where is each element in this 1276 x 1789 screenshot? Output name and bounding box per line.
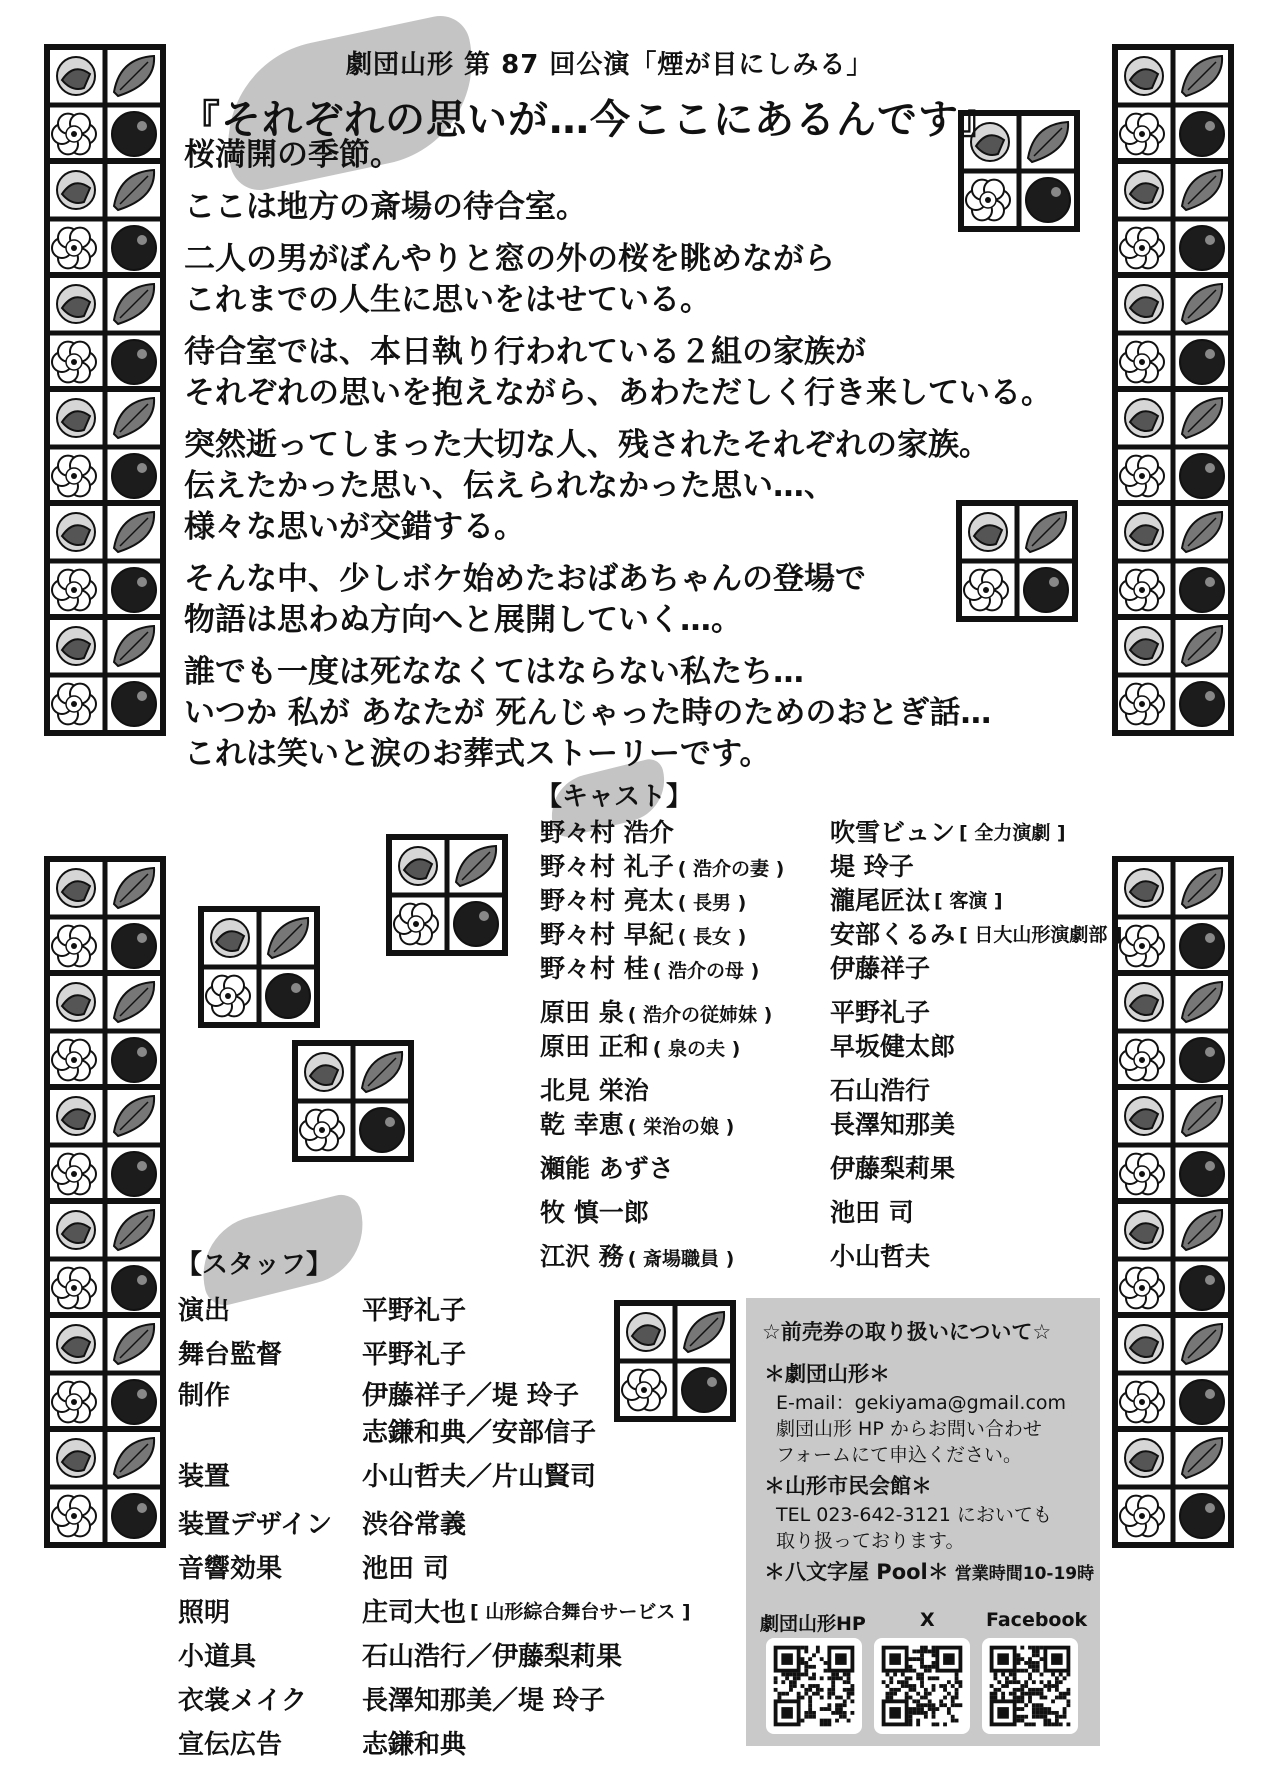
story-line: ここは地方の斎場の待合室。 [184,189,587,225]
cast-actor: 池田 司 [830,1198,914,1227]
bento-tile-icon [1112,614,1234,736]
story-paragraph [184,332,1114,414]
staff-name: 伊藤祥子／堤 玲子 [362,1380,580,1411]
cast-row [540,882,1180,916]
qr-label-x: X [920,1609,935,1631]
cast-role-note: ( 長男 ) [677,892,747,914]
cast-role: 牧 慎一郎 [540,1198,649,1227]
cast-actor: 吹雪ビュン [830,818,956,847]
staff-name: 平野礼子 [362,1295,467,1326]
performance-subtitle: 劇団山形 第 87 回公演「煙が目にしみる」 [346,50,874,80]
bento-tile-icon [44,500,166,622]
staff-name: 庄司大也 [362,1597,467,1628]
staff-role: 照明 [178,1597,231,1628]
bento-tile-icon [1112,1426,1234,1548]
cast-role: 野々村 早紀 [540,920,674,949]
bento-tile-icon [44,1084,166,1206]
bento-tile-icon [386,834,508,956]
bento-tile-icon [44,158,166,280]
bento-tile-icon [1112,500,1234,622]
cast-row [540,1028,1180,1062]
staff-row [178,1374,691,1412]
staff-name: 小山哲夫／片山賢司 [362,1461,597,1492]
ticket-info-title: ☆前売券の取り扱いについて☆ [762,1320,1052,1344]
cast-row [540,950,1180,984]
bento-tile-icon [44,272,166,394]
staff-name: 志鎌和典 [362,1729,467,1760]
cast-role-note: ( 長女 ) [677,926,747,948]
ticket-org-line: 取り扱っております。 [776,1530,965,1552]
staff-name: 渋谷常義 [362,1509,467,1540]
staff-role: 装置デザイン [178,1509,333,1540]
cast-role-note: ( 浩介の従姉妹 ) [627,1004,773,1026]
story-line: 伝えたかった思い、伝えられなかった思い…、 [184,468,835,504]
cast-actor: 石山浩行 [830,1076,931,1105]
staff-role: 演出 [178,1295,231,1326]
bento-tile-icon [1112,272,1234,394]
bento-tile-icon [1112,386,1234,508]
bento-tile-icon [44,1198,166,1320]
staff-title: 【スタッフ】 [176,1250,333,1280]
story-line: 突然逝ってしまった大切な人、残されたそれぞれの家族。 [184,427,990,463]
cast-role: 瀬能 あずさ [540,1154,674,1183]
cast-actor: 小山哲夫 [830,1242,931,1271]
story-text [184,135,1114,786]
cast-list [540,814,1180,1272]
staff-row [178,1448,691,1500]
staff-name: 石山浩行／伊藤梨莉果 [362,1641,623,1672]
staff-name: 池田 司 [362,1553,450,1584]
staff-name: 平野礼子 [362,1339,467,1370]
staff-role: 小道具 [178,1641,257,1672]
bento-tile-icon [44,970,166,1092]
cast-actor: 堤 玲子 [830,852,914,881]
bento-tile-icon [44,1426,166,1548]
staff-row [178,1588,691,1632]
cast-role-note: ( 斎場職員 ) [627,1248,735,1270]
cast-role: 野々村 亮太 [540,886,674,915]
bento-tile-icon [44,1312,166,1434]
qr-code-facebook[interactable] [982,1638,1078,1734]
ticket-info-box [746,1298,1100,1746]
business-hours: 営業時間10-19時 [954,1564,1095,1584]
cast-actor: 瀧尾匠汰 [830,886,931,915]
staff-row [178,1500,691,1544]
bento-tile-icon [44,44,166,166]
story-line: これまでの人生に思いをはせている。 [184,282,711,318]
cast-actor-note: [ 日大山形演劇部 ] [959,923,1123,946]
staff-name: 志鎌和典／安部信子 [362,1417,597,1448]
cast-row [540,994,1180,1028]
cast-actor: 長澤知那美 [830,1110,956,1139]
cast-actor: 伊藤梨莉果 [830,1154,956,1183]
story-paragraph [184,239,1114,321]
story-paragraph [184,187,1114,228]
ticket-org-gekidan: ＊劇団山形＊ [764,1362,890,1386]
ticket-org-line: 劇団山形 HP からお問い合わせ [776,1418,1042,1440]
staff-list [178,1286,691,1764]
bento-tile-icon [44,386,166,508]
cast-title: 【キャスト】 [536,782,693,812]
ticket-org-line: フォームにて申込ください。 [776,1444,1023,1466]
bento-tile-icon [1112,44,1234,166]
bento-tile-icon [292,1040,414,1162]
cast-role: 江沢 務 [540,1242,624,1271]
ticket-org-hachimonjiya [764,1556,1094,1586]
story-line: 物語は思わぬ方向へと展開していく…。 [184,602,742,638]
qr-code-hp[interactable] [766,1638,862,1734]
story-line: これは笑いと涙のお葬式ストーリーです。 [184,736,771,772]
story-line: 二人の男がぼんやりと窓の外の桜を眺めながら [184,241,835,277]
story-line: それぞれの思いを抱えながら、あわただしく行き来している。 [184,375,1052,411]
cast-role: 野々村 浩介 [540,818,674,847]
cast-actor-note: [ 客演 ] [934,889,1003,912]
bento-tile-icon [1112,1312,1234,1434]
story-paragraph [184,652,1114,775]
staff-row [178,1286,691,1330]
bento-tile-icon [44,614,166,736]
staff-name: 長澤知那美／堤 玲子 [362,1685,606,1716]
cast-role-note: ( 浩介の妻 ) [677,858,785,880]
story-paragraph [184,559,1114,641]
staff-role: 音響効果 [178,1553,283,1584]
staff-role: 装置 [178,1461,231,1492]
cast-row [540,848,1180,882]
cast-role: 野々村 桂 [540,954,649,983]
story-line: 待合室では、本日執り行われている２組の家族が [184,334,866,370]
qr-label-facebook: Facebook [986,1609,1088,1631]
staff-role: 衣裳メイク [178,1685,307,1716]
cast-row [540,916,1180,950]
bento-tile-icon [1112,158,1234,280]
qr-label-hp: 劇団山形HP [760,1613,866,1635]
bento-tile-icon [198,906,320,1028]
ticket-org-line: TEL 023-642-3121 においても [776,1504,1052,1526]
staff-role: 宣伝広告 [178,1729,283,1760]
cast-actor-note: [ 全力演劇 ] [959,821,1066,844]
cast-actor: 早坂健太郎 [830,1032,956,1061]
cast-actor: 安部くるみ [830,920,956,949]
headline: 『それぞれの思いが…今ここにあるんです』 [180,97,1000,143]
staff-role: 舞台監督 [178,1339,283,1370]
bento-tile-icon [44,856,166,978]
cast-row [540,1150,1180,1184]
story-line: 桜満開の季節。 [184,137,401,173]
staff-note: [ 山形綜合舞台サービス ] [470,1600,691,1623]
cast-role-note: ( 泉の夫 ) [652,1038,741,1060]
cast-row [540,1106,1180,1140]
cast-role-note: ( 浩介の母 ) [652,960,760,982]
cast-row [540,1194,1180,1228]
cast-role-note: ( 栄治の娘 ) [627,1116,735,1138]
cast-role: 原田 泉 [540,998,624,1027]
story-line: そんな中、少しボケ始めたおばあちゃんの登場で [184,561,866,597]
ticket-org-name: ＊八文字屋 Pool＊ [764,1560,949,1584]
cast-row [540,1238,1180,1272]
cast-role: 原田 正和 [540,1032,649,1061]
cast-row [540,1072,1180,1106]
cast-actor: 平野礼子 [830,998,931,1027]
staff-row [178,1632,691,1676]
cast-role: 北見 栄治 [540,1076,649,1105]
story-line: 様々な思いが交錯する。 [184,509,525,545]
ticket-org-shiminkaikan: ＊山形市民会館＊ [764,1474,932,1498]
staff-row [178,1676,691,1720]
staff-row [178,1544,691,1588]
staff-row [178,1720,691,1764]
staff-role: 制作 [178,1380,231,1411]
staff-row [178,1330,691,1374]
staff-row [178,1412,691,1448]
cast-actor: 伊藤祥子 [830,954,931,983]
story-paragraph [184,135,1114,176]
story-paragraph [184,425,1114,548]
cast-role: 野々村 礼子 [540,852,674,881]
story-line: 誰でも一度は死ななくてはならない私たち… [184,654,804,690]
ticket-org-line[interactable]: E-mail：gekiyama@gmail.com [776,1392,1067,1414]
qr-code-x[interactable] [874,1638,970,1734]
cast-role: 乾 幸恵 [540,1110,624,1139]
story-line: いつか 私が あなたが 死んじゃった時のためのおとぎ話… [184,695,992,731]
cast-row [540,814,1180,848]
